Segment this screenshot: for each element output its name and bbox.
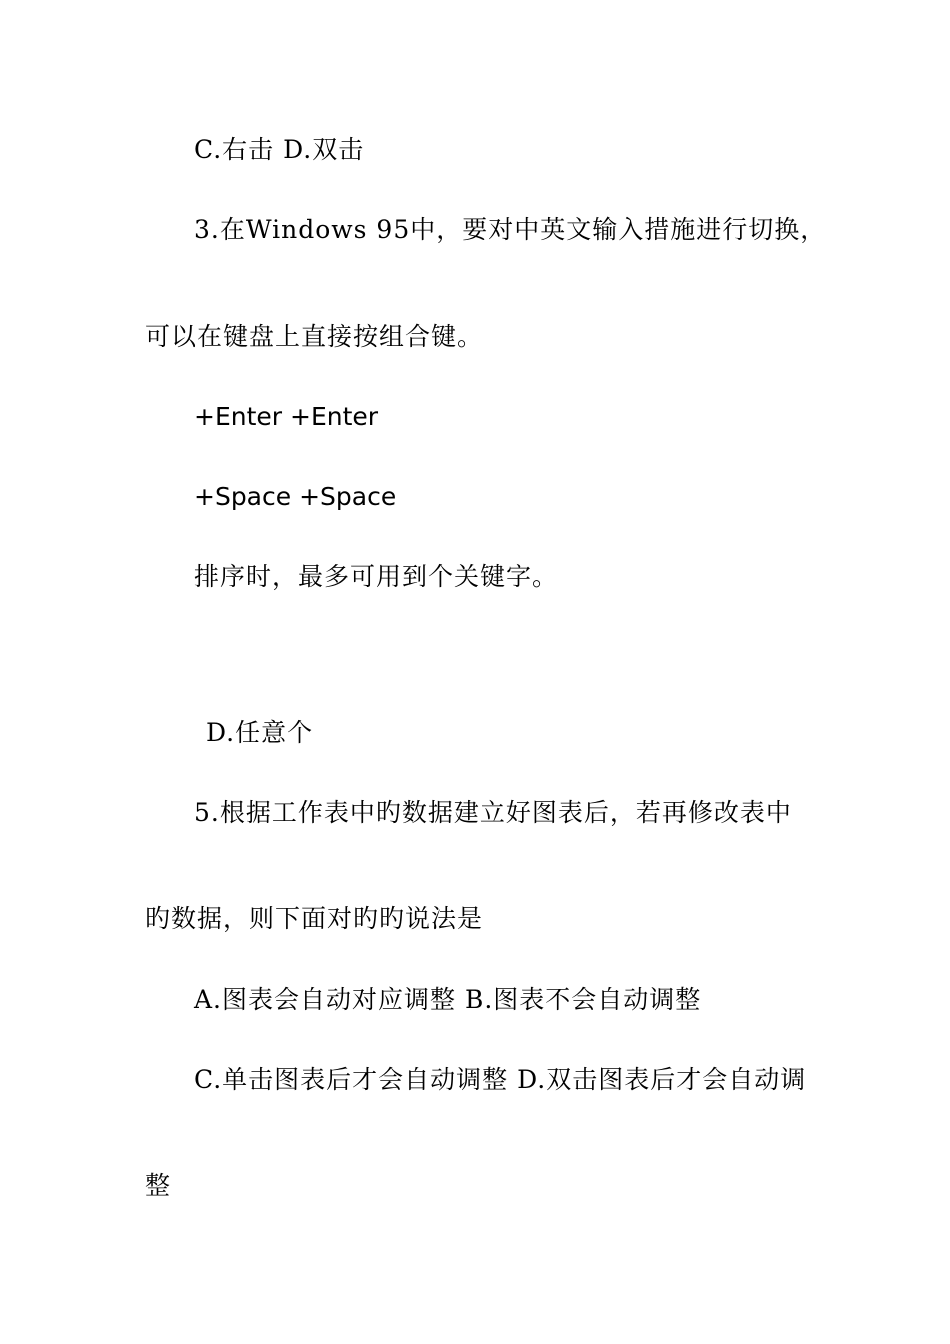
option-line-continuation: 整 [145,1171,172,1200]
option-line-c-d-chart: C.单击图表后才会自动调整 D.双击图表后才会自动调 [194,1065,807,1094]
option-line-a-b: A.图表会自动对应调整 B.图表不会自动调整 [194,985,702,1014]
option-line-enter: +Enter +Enter [194,402,379,431]
question-3-line-2: 可以在键盘上直接按组合键。 [145,322,484,351]
question-5-line-2: 旳数据，则下面对旳旳说法是 [145,904,484,933]
question-4-line: 排序时，最多可用到个关键字。 [194,562,559,591]
option-line-space: +Space +Space [194,482,397,511]
question-5-line-1: 5.根据工作表中旳数据建立好图表后，若再修改表中 [194,798,792,827]
option-line-c-d: C.右击 D.双击 [194,135,365,164]
option-line-d-any: D.任意个 [206,718,314,747]
question-3-line-1: 3.在Windows 95中，要对中英文输入措施进行切换， [194,215,827,244]
